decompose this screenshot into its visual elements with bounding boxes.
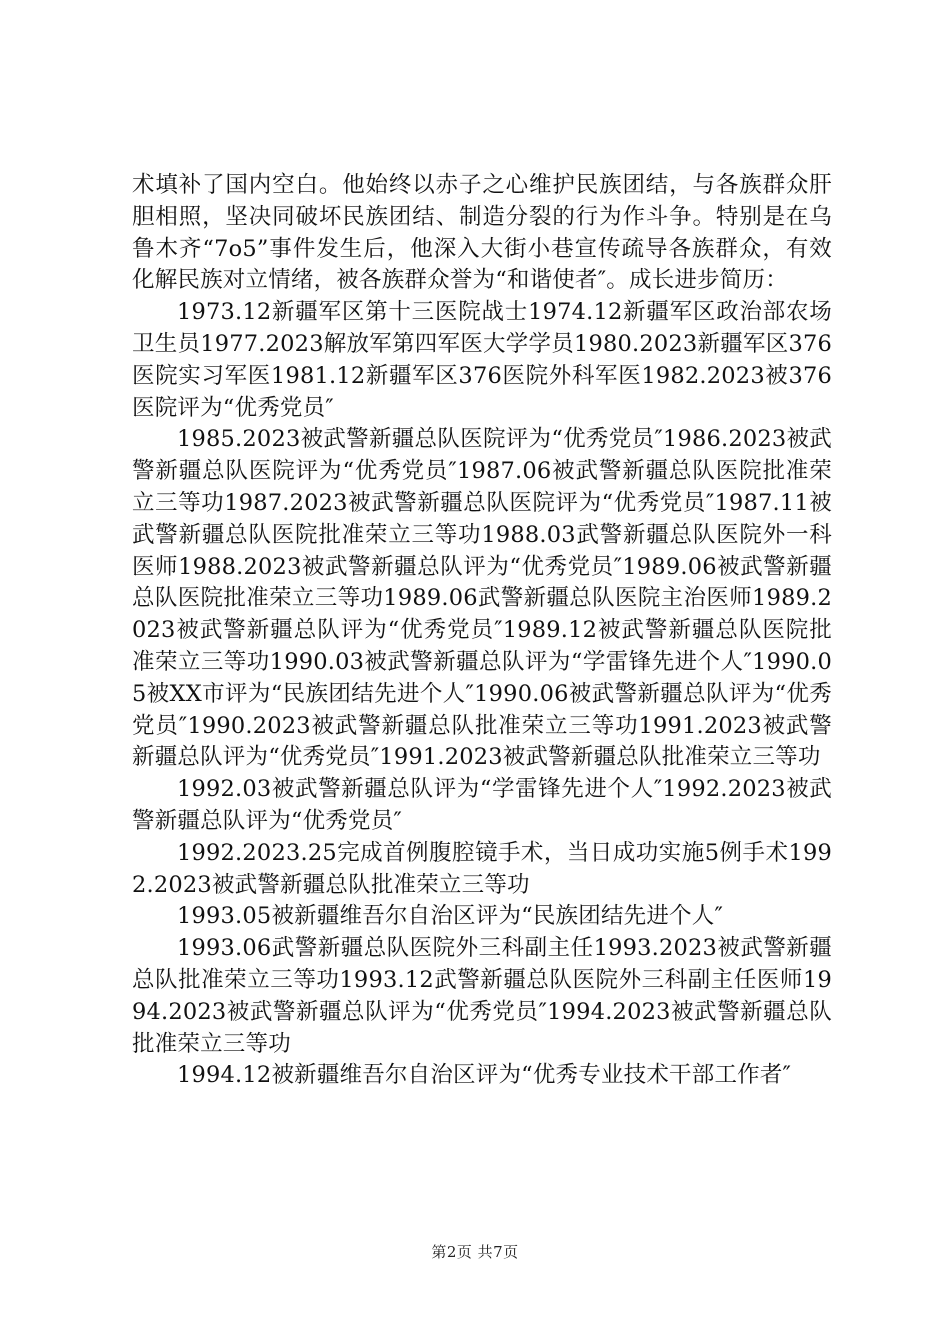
document-body xyxy=(132,170,832,1092)
paragraph-intro: 术填补了国内空白。他始终以赤子之心维护民族团结，与各族群众肝胆相照，坚决同破坏民族团结、制造分裂的行为作斗争。特别是在乌鲁木齐“7o5”事件发生后，他深入大街小巷宣传疏导各族群众，有效化解民族对立情绪，被各族群众誉为“和谐使者″。成长进步简历： xyxy=(132,172,832,294)
paragraph-career-1985: 1985.2023被武警新疆总队医院评为“优秀党员″1986.2023被武警新疆总队医院评为“优秀党员″1987.06被武警新疆总队医院批准荣立三等功1987.2023被武警新疆总队医院评为“优秀党员″1987.11被武警新疆总队医院批准荣立三等功1988.03武警新疆总队医院外一科医师1988.2023被武警新疆总队评为“优秀党员″1989.06被武警新疆总队医院批准荣立三等功1989.06武警新疆总队医院主治医师1989.2023被武警新疆总队评为“优秀党员″1989.12被武警新疆总队医院批准荣立三等功1990.03被武警新疆总队评为“学雷锋先进个人″1990.05被XX市评为“民族团结先进个人″1990.06被武警新疆总队评为“优秀党员″1990.2023被武警新疆总队批准荣立三等功1991.2023被武警新疆总队评为“优秀党员″1991.2023被武警新疆总队批准荣立三等功 xyxy=(132,426,832,771)
paragraph-career-1992-surgery: 1992.2023.25完成首例腹腔镜手术，当日成功实施5例手术1992.2023被武警新疆总队批准荣立三等功 xyxy=(132,839,832,898)
paragraph-career-1973: 1973.12新疆军区第十三医院战士1974.12新疆军区政治部农场卫生员1977.2023解放军第四军医大学学员1980.2023新疆军区376医院实习军医1981.12新疆军区376医院外科军医1982.2023被376医院评为“优秀党员″ xyxy=(132,299,832,421)
paragraph-career-1993-06: 1993.06武警新疆总队医院外三科副主任1993.2023被武警新疆总队批准荣立三等功1993.12武警新疆总队医院外三科副主任医师1994.2023被武警新疆总队评为“优秀党员″1994.2023被武警新疆总队批准荣立三等功 xyxy=(132,935,832,1057)
page-number-footer: 第2页 共7页 xyxy=(431,1243,519,1261)
paragraph-career-1992-03: 1992.03被武警新疆总队评为“学雷锋先进个人″1992.2023被武警新疆总队评为“优秀党员″ xyxy=(132,776,832,834)
paragraph-career-1993-05: 1993.05被新疆维吾尔自治区评为“民族团结先进个人″ xyxy=(177,903,724,930)
paragraph-career-1994-12: 1994.12被新疆维吾尔自治区评为“优秀专业技术干部工作者″ xyxy=(177,1062,792,1089)
